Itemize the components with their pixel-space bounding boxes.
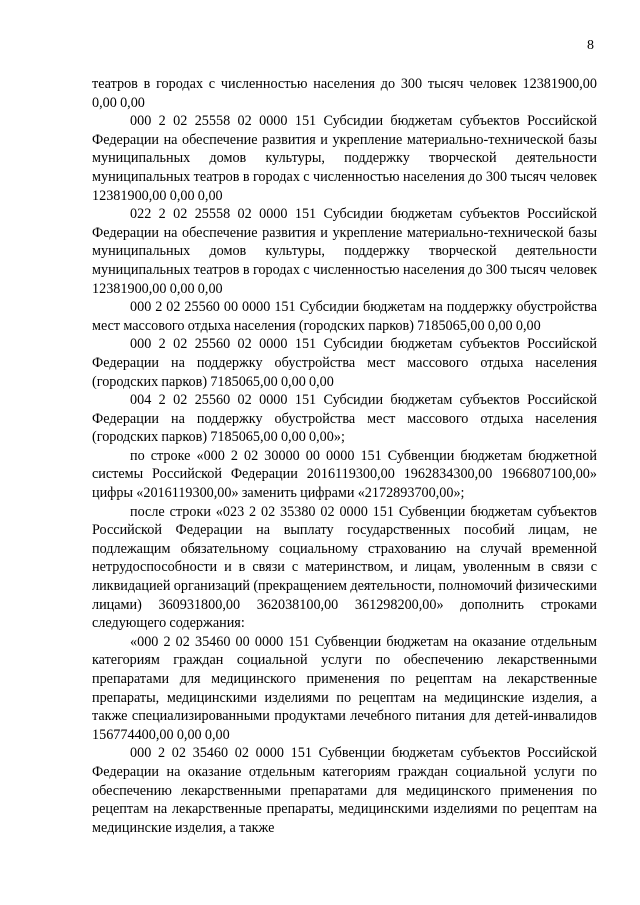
paragraph: 000 2 02 25560 00 0000 151 Субсидии бюджетам на поддержку обустройства мест массового отдыха населения (городских парков) 7185065,00 0,00 0,00 [92, 299, 597, 334]
paragraph: 000 2 02 25558 02 0000 151 Субсидии бюджетам субъектов Российской Федерации на обеспечение развития и укрепление материально-технической базы муниципальных домов культуры, поддержку творческой деятельности муниципальных театров в городах с численностью населения до 300 тысяч человек 12381900,00 0,00 0,00 [92, 113, 597, 204]
paragraph: 000 2 02 35460 02 0000 151 Субвенции бюджетам субъектов Российской Федерации на оказание отдельным категориям граждан социальной услуги по обеспечению лекарственными препаратами для медицинского применения по рецептам на лекарственные препараты, медицинскими изделиями по рецептам на медицинские изделия, а также [92, 745, 597, 836]
document-body [92, 75, 597, 837]
paragraph: театров в городах с численностью населения до 300 тысяч человек 12381900,00 0,00 0,00 [92, 76, 597, 111]
paragraph: после строки «023 2 02 35380 02 0000 151 Субвенции бюджетам субъектов Российской Федерации на выплату государственных пособий лицам, не подлежащим обязательному социальному страхованию на случай временной нетрудоспособности и в связи с материнством, и лицам, уволенным в связи с ликвидацией организаций (прекращением деятельности, полномочий физическими лицами) 360931800,00 362038100,00 361298200,00» дополнить строками следующего содержания: [92, 503, 597, 632]
paragraph: «000 2 02 35460 00 0000 151 Субвенции бюджетам на оказание отдельным категориям граждан социальной услуги по обеспечению лекарственными препаратами для медицинского применения по рецептам на лекарственные препараты, медицинскими изделиями по рецептам на медицинские изделия, а также специализированными продуктами лечебного питания для детей-инвалидов 156774400,00 0,00 0,00 [92, 633, 597, 743]
paragraph: 022 2 02 25558 02 0000 151 Субсидии бюджетам субъектов Российской Федерации на обеспечение развития и укрепление материально-технической базы муниципальных домов культуры, поддержку творческой деятельности муниципальных театров в городах с численностью населения до 300 тысяч человек 12381900,00 0,00 0,00 [92, 206, 597, 297]
page-number: 8 [587, 38, 594, 53]
paragraph: по строке «000 2 02 30000 00 0000 151 Субвенции бюджетам бюджетной системы Российской Федерации 2016119300,00 1962834300,00 1966807100,00» цифры «2016119300,00» заменить цифрами «2172893700,00»; [92, 447, 597, 502]
paragraph: 000 2 02 25560 02 0000 151 Субсидии бюджетам субъектов Российской Федерации на поддержку обустройства мест массового отдыха населения (городских парков) 7185065,00 0,00 0,00 [92, 336, 597, 390]
paragraph: 004 2 02 25560 02 0000 151 Субсидии бюджетам субъектов Российской Федерации на поддержку обустройства мест массового отдыха населения (городских парков) 7185065,00 0,00 0,00»; [92, 392, 597, 446]
